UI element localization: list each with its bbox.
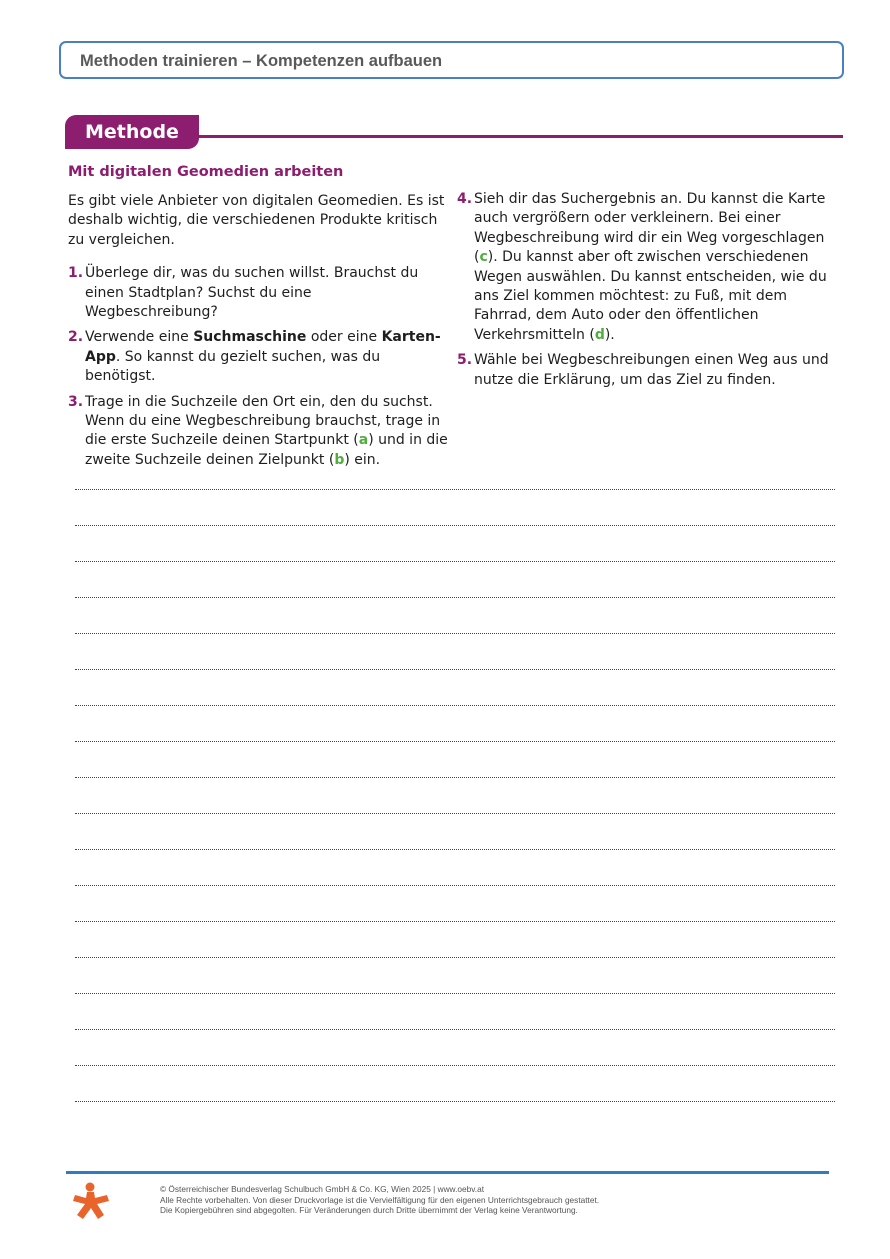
keyword-search-engine: Suchmaschine bbox=[193, 329, 307, 346]
writing-line bbox=[75, 922, 835, 958]
writing-line bbox=[75, 1030, 835, 1066]
writing-line bbox=[75, 706, 835, 742]
writing-line bbox=[75, 526, 835, 562]
intro-text: Es gibt viele Anbieter von digitalen Geomedien. Es ist deshalb wichtig, die verschiedenen Produkte kritisch zu vergleichen. bbox=[68, 193, 445, 248]
writing-line bbox=[75, 670, 835, 706]
footer-line: Alle Rechte vorbehalten. Von dieser Druckvorlage ist die Vervielfältigung für den eigenen Unterrichtsgebrauch gestattet. bbox=[160, 1194, 600, 1205]
footer-line: © Österreichischer Bundesverlag Schulbuch GmbH & Co. KG, Wien 2025 | www.oebv.at bbox=[160, 1184, 484, 1194]
writing-lines bbox=[75, 478, 835, 1102]
reference-marker-b: b bbox=[334, 451, 345, 468]
step-text: Wähle bei Wegbeschreibungen einen Weg aus und nutze die Erklärung, um das Ziel zu finden. bbox=[474, 352, 829, 388]
writing-line bbox=[75, 958, 835, 994]
step-text: Sieh dir das Suchergebnis an. Du kannst die Karte auch vergrößern oder verkleinern. Bei einer Wegbeschreibung wird dir ein Weg vorgeschlagen (c). Du kannst aber oft zwischen verschiedenen Wegen auswählen. Du kannst entscheiden, wie du ans Ziel kommen möchtest: zu Fuß, mit dem Fahrrad, dem Auto oder den öffentlichen Verkehrsmitteln (d). bbox=[474, 191, 827, 343]
step-number: 3. bbox=[68, 393, 84, 410]
writing-line bbox=[75, 1066, 835, 1102]
writing-line bbox=[75, 850, 835, 886]
step-number: 1. bbox=[68, 265, 84, 282]
writing-line bbox=[75, 778, 835, 814]
step-number: 4. bbox=[457, 191, 473, 207]
method-tab bbox=[65, 115, 199, 149]
publisher-logo-icon bbox=[71, 1181, 111, 1221]
left-column bbox=[68, 192, 448, 476]
reference-marker-c: c bbox=[479, 249, 488, 266]
writing-line bbox=[75, 814, 835, 850]
writing-line bbox=[75, 886, 835, 922]
writing-line bbox=[75, 478, 835, 490]
step-5 bbox=[457, 351, 847, 390]
reference-marker-d: d bbox=[594, 326, 605, 343]
step-text: Überlege dir, was du suchen willst. Brauchst du einen Stadtplan? Suchst du eine Wegbeschreibung? bbox=[85, 265, 419, 321]
step-2 bbox=[68, 328, 448, 386]
section-heading: Mit digitalen Geomedien arbeiten bbox=[68, 164, 344, 180]
reference-marker-a: a bbox=[358, 432, 369, 449]
step-4 bbox=[457, 190, 847, 345]
writing-line bbox=[75, 742, 835, 778]
step-number: 2. bbox=[68, 329, 84, 346]
step-text: Verwende eine Suchmaschine oder eine Karten-App. So kannst du gezielt suchen, was du benötigst. bbox=[85, 329, 441, 385]
footer-line: Die Kopiergebühren sind abgegolten. Für Veränderungen durch Dritte übernimmt der Verlag keine Verantwortung. bbox=[160, 1205, 578, 1216]
keyword-map-app: Karten-App bbox=[85, 329, 441, 365]
step-number: 5. bbox=[457, 352, 473, 369]
method-tab-label: Methode bbox=[85, 121, 179, 143]
right-column bbox=[457, 190, 847, 396]
footer-divider bbox=[66, 1171, 829, 1174]
footer-copyright bbox=[160, 1184, 800, 1216]
writing-line bbox=[75, 598, 835, 634]
writing-line bbox=[75, 562, 835, 598]
writing-line bbox=[75, 634, 835, 670]
writing-line bbox=[75, 994, 835, 1030]
header-box bbox=[59, 41, 844, 79]
page-header-title: Methoden trainieren – Kompetenzen aufbauen bbox=[80, 52, 443, 70]
step-3 bbox=[68, 393, 448, 471]
step-text: Trage in die Suchzeile den Ort ein, den du suchst. Wenn du eine Wegbeschreibung brauchst, trage in die erste Suchzeile deinen Startpunkt (a) und in die zweite Suchzeile deinen Zielpunkt (b) ein. bbox=[85, 393, 448, 468]
method-divider bbox=[197, 135, 843, 138]
step-1 bbox=[68, 264, 448, 322]
writing-line bbox=[75, 490, 835, 526]
